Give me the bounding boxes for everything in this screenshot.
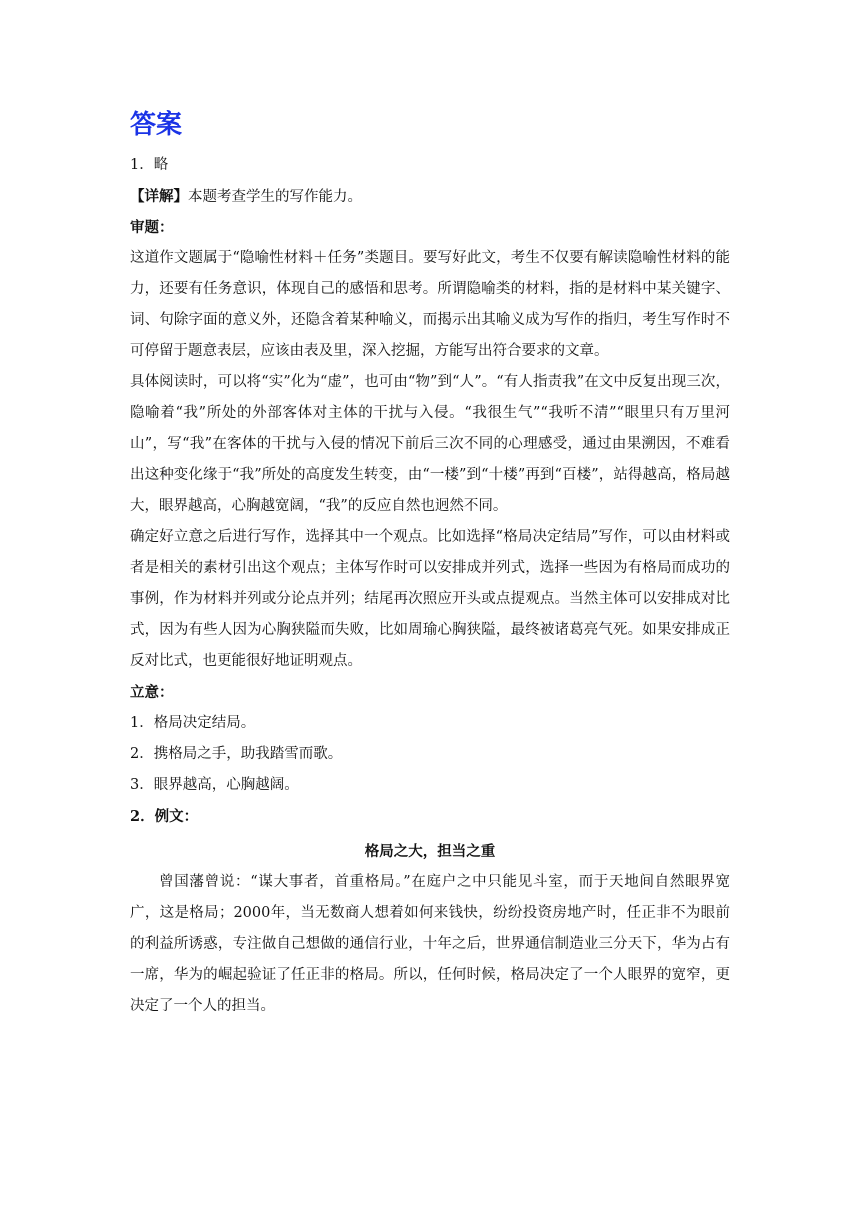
liyi-item-1: 1．格局决定结局。 [130, 715, 256, 731]
detail-text: 本题考查学生的写作能力。 [188, 189, 362, 205]
essay-paragraph: 曾国藩曾说：“谋大事者，首重格局。”在庭户之中只能见斗室，而于天地间自然眼界宽广，这是格局；2000年，当无数商人想着如何来钱快，纷纷投资房地产时，任正非不为眼前的利益所诱惑，专注做自己想做的通信行业，十年之后，世界通信制造业三分天下，华为占有一席，华为的崛起验证了任正非的格局。所以，任何时候，格局决定了一个人眼界的宽窄，更决定了一个人的担当。 [130, 874, 730, 1014]
detail-label: 【详解】 [130, 188, 188, 205]
example-label: 2．例文： [130, 808, 199, 825]
shenti-label: 审题： [130, 219, 174, 236]
shenti-paragraph-3: 确定好立意之后进行写作，选择其中一个观点。比如选择“格局决定结局”写作，可以由材料或者是相关的素材引出这个观点；主体写作时可以安排成并列式，选择一些因为有格局而成功的事例，作为材料并列或分论点并列；结尾再次照应开头或点提观点。当然主体可以安排成对比式，因为有些人因为心胸狭隘而失败，比如周瑜心胸狭隘，最终被诸葛亮气死。如果安排成正反对比式，也更能很好地证明观点。 [130, 529, 730, 669]
answer-heading: 答案 [130, 110, 183, 140]
liyi-item-2: 2．携格局之手，助我踏雪而歌。 [130, 746, 343, 762]
q1-detail [130, 181, 730, 212]
document-page [130, 108, 730, 1022]
shenti-paragraph-2: 具体阅读时，可以将“实”化为“虚”，也可由“物”到“人”。“有人指责我”在文中反复出现三次，隐喻着“我”所处的外部客体对主体的干扰与入侵。“我很生气”“我听不清”“眼里只有万里河山”，写“我”在客体的干扰与入侵的情况下前后三次不同的心理感受，通过由果溯因，不难看出这种变化缘于“我”所处的高度发生转变，由“一楼”到“十楼”再到“百楼”，站得越高，格局越大，眼界越高，心胸越宽阔，“我”的反应自然也迥然不同。 [130, 374, 730, 514]
shenti-paragraph-1: 这道作文题属于“隐喻性材料＋任务”类题目。要写好此文，考生不仅要有解读隐喻性材料的能力，还要有任务意识，体现自己的感悟和思考。所谓隐喻类的材料，指的是材料中某关键字、词、句除字面的意义外，还隐含着某种喻义，而揭示出其喻义成为写作的指归，考生写作时不可停留于题意表层，应该由表及里，深入挖掘，方能写出符合要求的文章。 [130, 250, 730, 359]
liyi-label: 立意： [130, 684, 174, 701]
essay-title: 格局之大，担当之重 [364, 843, 496, 860]
liyi-item-3: 3．眼界越高，心胸越阔。 [130, 777, 299, 793]
q1-number: 1．略 [130, 157, 169, 173]
